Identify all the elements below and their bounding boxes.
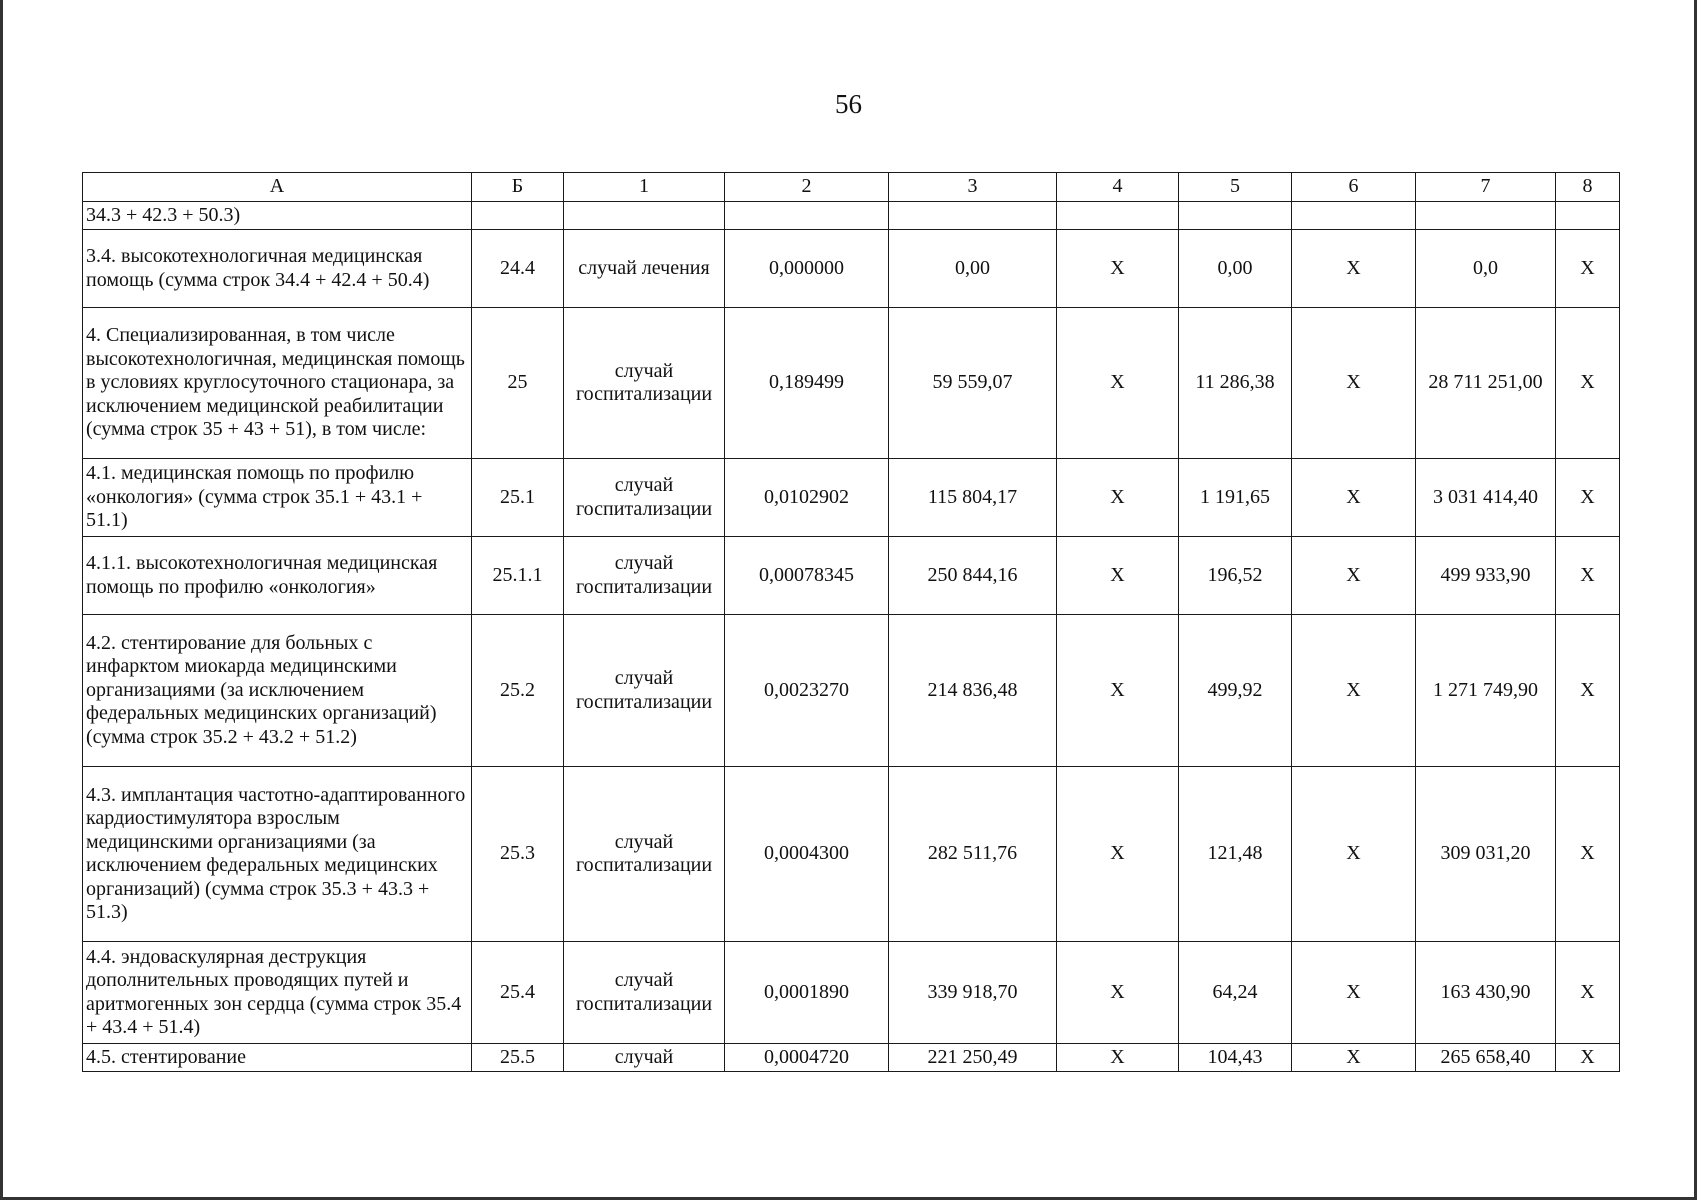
- row-col3-cell: 221 250,49: [889, 1044, 1057, 1072]
- row-col3-cell: 214 836,48: [889, 615, 1057, 767]
- row-col2-cell: 0,0004720: [725, 1044, 889, 1072]
- table-row: [83, 615, 1620, 767]
- row-col2-cell: 0,00078345: [725, 537, 889, 615]
- row-col2-cell: 0,0001890: [725, 942, 889, 1044]
- row-unit-cell: случай госпитализации: [564, 459, 725, 537]
- table-row: [83, 459, 1620, 537]
- table-row: [83, 230, 1620, 308]
- table-row: [83, 942, 1620, 1044]
- row-col2-cell: 0,0102902: [725, 459, 889, 537]
- row-col2-cell: [725, 202, 889, 230]
- row-col4-cell: X: [1057, 1044, 1179, 1072]
- row-col8-cell: X: [1556, 459, 1620, 537]
- table-row: [83, 767, 1620, 942]
- row-col5-cell: 64,24: [1179, 942, 1292, 1044]
- row-unit-cell: случай госпитализации: [564, 942, 725, 1044]
- row-col5-cell: 1 191,65: [1179, 459, 1292, 537]
- column-header-1: 1: [564, 173, 725, 202]
- row-col4-cell: X: [1057, 615, 1179, 767]
- row-unit-cell: [564, 202, 725, 230]
- row-col6-cell: X: [1292, 459, 1416, 537]
- scan-edge-left: [0, 0, 3, 1200]
- row-col4-cell: X: [1057, 767, 1179, 942]
- table-row: [83, 537, 1620, 615]
- column-header-4: 4: [1057, 173, 1179, 202]
- row-col6-cell: X: [1292, 942, 1416, 1044]
- row-col8-cell: X: [1556, 1044, 1620, 1072]
- data-table: [82, 172, 1620, 1072]
- row-name-cell: 4.1. медицинская помощь по профилю «онкология» (сумма строк 35.1 + 43.1 + 51.1): [83, 459, 472, 537]
- row-col2-cell: 0,189499: [725, 308, 889, 459]
- row-col5-cell: 121,48: [1179, 767, 1292, 942]
- row-code-cell: [472, 202, 564, 230]
- row-name-cell: 4. Специализированная, в том числе высокотехнологичная, медицинская помощь в условиях круглосуточного стационара, за исключением медицинской реабилитации (сумма строк 35 + 43 + 51), в том числе:: [83, 308, 472, 459]
- row-col8-cell: X: [1556, 537, 1620, 615]
- row-col3-cell: 250 844,16: [889, 537, 1057, 615]
- row-unit-cell: случай госпитализации: [564, 767, 725, 942]
- column-header-b: Б: [472, 173, 564, 202]
- row-code-cell: 25.1.1: [472, 537, 564, 615]
- column-header-7: 7: [1416, 173, 1556, 202]
- row-col3-cell: 339 918,70: [889, 942, 1057, 1044]
- row-unit-cell: случай госпитализации: [564, 308, 725, 459]
- row-code-cell: 25.1: [472, 459, 564, 537]
- row-unit-cell: случай лечения: [564, 230, 725, 308]
- row-col6-cell: X: [1292, 767, 1416, 942]
- row-col3-cell: 59 559,07: [889, 308, 1057, 459]
- row-col5-cell: 196,52: [1179, 537, 1292, 615]
- row-code-cell: 24.4: [472, 230, 564, 308]
- row-col6-cell: [1292, 202, 1416, 230]
- row-col7-cell: 265 658,40: [1416, 1044, 1556, 1072]
- row-col6-cell: X: [1292, 1044, 1416, 1072]
- row-code-cell: 25.2: [472, 615, 564, 767]
- row-col7-cell: 3 031 414,40: [1416, 459, 1556, 537]
- column-header-a: А: [83, 173, 472, 202]
- row-name-cell: 4.5. стентирование: [83, 1044, 472, 1072]
- row-col8-cell: [1556, 202, 1620, 230]
- table-row: [83, 308, 1620, 459]
- row-col7-cell: 1 271 749,90: [1416, 615, 1556, 767]
- row-col6-cell: X: [1292, 308, 1416, 459]
- table-header-row: [83, 173, 1620, 202]
- row-col6-cell: X: [1292, 537, 1416, 615]
- row-col5-cell: 11 286,38: [1179, 308, 1292, 459]
- column-header-8: 8: [1556, 173, 1620, 202]
- row-col5-cell: 0,00: [1179, 230, 1292, 308]
- row-col4-cell: X: [1057, 942, 1179, 1044]
- row-col8-cell: X: [1556, 230, 1620, 308]
- row-col8-cell: X: [1556, 767, 1620, 942]
- column-header-6: 6: [1292, 173, 1416, 202]
- row-col3-cell: 115 804,17: [889, 459, 1057, 537]
- table-row: [83, 202, 1620, 230]
- row-col6-cell: X: [1292, 615, 1416, 767]
- column-header-3: 3: [889, 173, 1057, 202]
- table-row: [83, 1044, 1620, 1072]
- row-col5-cell: 499,92: [1179, 615, 1292, 767]
- row-col2-cell: 0,0004300: [725, 767, 889, 942]
- row-unit-cell: случай госпитализации: [564, 615, 725, 767]
- row-col3-cell: 282 511,76: [889, 767, 1057, 942]
- row-col8-cell: X: [1556, 942, 1620, 1044]
- row-col7-cell: 499 933,90: [1416, 537, 1556, 615]
- row-col4-cell: X: [1057, 459, 1179, 537]
- row-col4-cell: X: [1057, 308, 1179, 459]
- column-header-2: 2: [725, 173, 889, 202]
- row-col7-cell: 28 711 251,00: [1416, 308, 1556, 459]
- column-header-5: 5: [1179, 173, 1292, 202]
- row-name-cell: 4.3. имплантация частотно-адаптированного кардиостимулятора взрослым медицинскими организациями (за исключением федеральных медицинских организаций) (сумма строк 35.3 + 43.3 + 51.3): [83, 767, 472, 942]
- row-col2-cell: 0,000000: [725, 230, 889, 308]
- row-col3-cell: 0,00: [889, 230, 1057, 308]
- row-col7-cell: 309 031,20: [1416, 767, 1556, 942]
- row-col7-cell: [1416, 202, 1556, 230]
- row-col5-cell: 104,43: [1179, 1044, 1292, 1072]
- row-col4-cell: X: [1057, 230, 1179, 308]
- row-unit-cell: случай госпитализации: [564, 537, 725, 615]
- row-code-cell: 25.5: [472, 1044, 564, 1072]
- row-col8-cell: X: [1556, 615, 1620, 767]
- row-code-cell: 25: [472, 308, 564, 459]
- row-col2-cell: 0,0023270: [725, 615, 889, 767]
- row-name-cell: 3.4. высокотехнологичная медицинская помощь (сумма строк 34.4 + 42.4 + 50.4): [83, 230, 472, 308]
- row-col3-cell: [889, 202, 1057, 230]
- row-col5-cell: [1179, 202, 1292, 230]
- row-col6-cell: X: [1292, 230, 1416, 308]
- row-name-cell: 4.4. эндоваскулярная деструкция дополнительных проводящих путей и аритмогенных зон сердца (сумма строк 35.4 + 43.4 + 51.4): [83, 942, 472, 1044]
- row-col8-cell: X: [1556, 308, 1620, 459]
- row-code-cell: 25.4: [472, 942, 564, 1044]
- row-code-cell: 25.3: [472, 767, 564, 942]
- row-col7-cell: 0,0: [1416, 230, 1556, 308]
- row-name-cell: 4.2. стентирование для больных с инфарктом миокарда медицинскими организациями (за исключением федеральных медицинских организаций) (сумма строк 35.2 + 43.2 + 51.2): [83, 615, 472, 767]
- row-name-cell: 4.1.1. высокотехнологичная медицинская помощь по профилю «онкология»: [83, 537, 472, 615]
- row-col4-cell: X: [1057, 537, 1179, 615]
- row-col7-cell: 163 430,90: [1416, 942, 1556, 1044]
- row-unit-cell: случай: [564, 1044, 725, 1072]
- row-col4-cell: [1057, 202, 1179, 230]
- page-number: 56: [835, 89, 862, 119]
- row-name-cell: 34.3 + 42.3 + 50.3): [83, 202, 472, 230]
